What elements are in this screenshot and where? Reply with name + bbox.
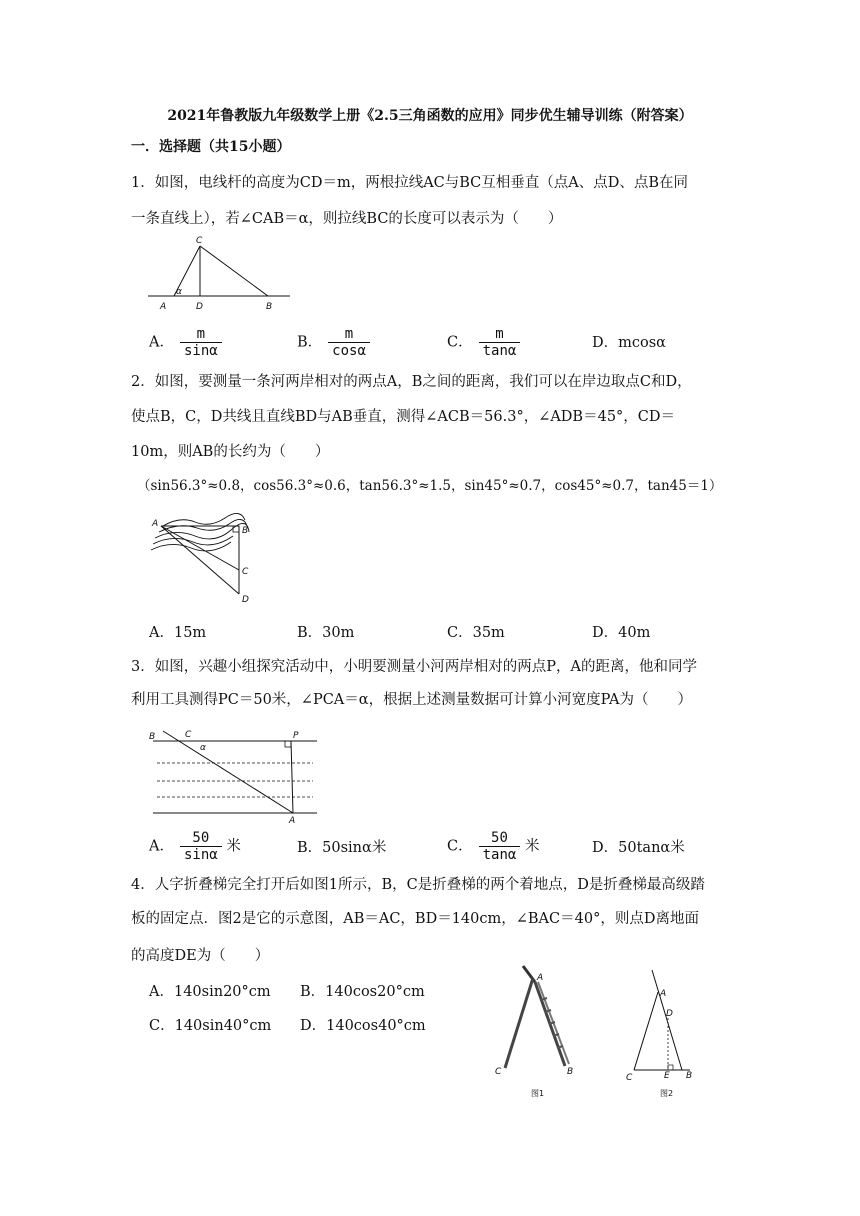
q3-fig-label-alpha: α <box>200 743 206 753</box>
q3-option-a-label: A． <box>149 838 174 855</box>
q1-fig-label-b: B <box>266 302 273 312</box>
q1-fig-label-alpha: α <box>176 287 182 297</box>
q4-fig1-label-c: C <box>495 1067 502 1077</box>
q3-option-a[interactable] <box>149 830 241 863</box>
q2-option-b[interactable]: B．30m <box>297 625 355 641</box>
q2-figure <box>145 508 265 608</box>
q1-line-1: 1．如图，电线杆的高度为CD＝m，两根拉线AC与BC互相垂直（点A、点D、点B在同 <box>131 175 689 191</box>
q4-option-b[interactable]: B．140cos20°cm <box>300 984 425 1000</box>
q2-option-a[interactable]: A．15m <box>149 625 207 641</box>
q2-fig-label-c: C <box>242 567 249 577</box>
q4-fig2-caption: 图2 <box>660 1089 674 1098</box>
q1-option-b-label: B． <box>297 334 323 351</box>
q1-option-c-label: C． <box>447 334 473 351</box>
q3-option-c-fraction <box>479 830 521 863</box>
q3-option-b-text: 50sinα米 <box>322 840 387 856</box>
q1-option-d[interactable] <box>592 331 666 352</box>
q2-line-1: 2．如图，要测量一条河两岸相对的两点A，B之间的距离，我们可以在岸边取点C和D， <box>131 374 692 390</box>
q1-fig-label-c: C <box>196 236 203 246</box>
q2-fig-label-b: B <box>242 526 249 536</box>
q1-fig-label-a: A <box>160 302 167 312</box>
q1-option-c-fraction <box>479 326 521 359</box>
q4-fig1-label-a: A <box>537 973 544 983</box>
q4-fig2-label-c: C <box>626 1073 633 1083</box>
q3-option-c-den: tanα <box>482 847 517 863</box>
q4-fig2-label-b: B <box>686 1071 693 1081</box>
q1-figure <box>140 232 300 314</box>
q3-fig-label-b: B <box>149 732 156 742</box>
q3-option-d[interactable] <box>592 836 685 857</box>
q3-line-2: 利用工具测得PC＝50米，∠PCA＝α，根据上述测量数据可计算小河宽度PA为（ ） <box>131 692 692 708</box>
q4-option-a[interactable]: A．140sin20°cm <box>149 984 271 1000</box>
q4-figure-1 <box>485 960 585 1102</box>
q3-option-a-fraction <box>180 830 222 863</box>
q1-option-b-fraction <box>328 326 370 359</box>
q2-line-3: 10m，则AB的长约为（ ） <box>131 444 330 460</box>
q3-option-c[interactable] <box>447 830 539 863</box>
document-title: 2021年鲁教版九年级数学上册《2.5三角函数的应用》同步优生辅导训练（附答案） <box>167 108 693 124</box>
q4-option-c[interactable]: C．140sin40°cm <box>149 1018 272 1034</box>
q4-line-3: 的高度DE为（ ） <box>131 948 270 964</box>
q3-fig-label-a: A <box>289 816 296 825</box>
q3-option-c-label: C． <box>447 838 473 855</box>
q4-line-1: 4．人字折叠梯完全打开后如图1所示，B，C是折叠梯的两个着地点，D是折叠梯最高级踏 <box>131 877 705 893</box>
q3-option-c-unit: 米 <box>524 838 540 855</box>
q1-fig-label-d: D <box>196 302 203 312</box>
q1-option-b[interactable] <box>297 326 370 359</box>
section-heading: 一．选择题（共15小题） <box>131 139 291 155</box>
q3-option-a-num: 50 <box>180 830 222 847</box>
q1-option-a-num: m <box>180 326 222 343</box>
q2-fig-label-a: A <box>152 519 159 529</box>
q3-fig-label-c: C <box>185 730 192 740</box>
q1-line-2: 一条直线上），若∠CAB＝α，则拉线BC的长度可以表示为（ ） <box>131 211 563 227</box>
q4-fig1-label-b: B <box>567 1067 574 1077</box>
q3-option-c-num: 50 <box>479 830 521 847</box>
q2-line-2: 使点B，C，D共线且直线BD与AB垂直，测得∠ACB＝56.3°，∠ADB＝45°，CD＝ <box>131 409 676 425</box>
q3-fig-label-p: P <box>293 731 299 741</box>
q4-line-2: 板的固定点．图2是它的示意图，AB＝AC，BD＝140cm，∠BAC＝40°，则点D离地面 <box>131 911 699 927</box>
q2-line-4: （sin56.3°≈0.8，cos56.3°≈0.6，tan56.3°≈1.5，sin45°≈0.7，cos45°≈0.7，tan45＝1） <box>137 478 723 494</box>
q1-option-d-text: mcosα <box>618 335 666 351</box>
q1-option-a-fraction <box>180 326 222 359</box>
q1-option-a-label: A． <box>149 334 174 351</box>
q1-option-c-num: m <box>479 326 521 343</box>
q1-option-b-den: cosα <box>332 343 366 359</box>
q1-option-a[interactable] <box>149 326 222 359</box>
q1-option-a-den: sinα <box>183 343 218 359</box>
q2-option-d[interactable]: D．40m <box>592 625 651 641</box>
q3-option-a-den: sinα <box>183 847 218 863</box>
q1-option-d-label: D． <box>592 335 619 351</box>
q3-option-b-label: B． <box>297 840 323 856</box>
q4-fig1-caption: 图1 <box>531 1089 545 1098</box>
q4-fig2-label-d: D <box>666 1009 673 1019</box>
q3-figure <box>145 725 320 825</box>
q1-option-c[interactable] <box>447 326 520 359</box>
q3-option-d-label: D． <box>592 840 619 856</box>
q2-fig-label-d: D <box>242 595 249 605</box>
q4-fig2-label-a: A <box>660 989 667 999</box>
q4-option-d[interactable]: D．140cos40°cm <box>300 1018 426 1034</box>
q4-figure-2 <box>620 966 710 1102</box>
q4-fig2-label-e: E <box>664 1071 670 1081</box>
q3-line-1: 3．如图，兴趣小组探究活动中，小明要测量小河两岸相对的两点P，A的距离，他和同学 <box>131 659 697 675</box>
q2-option-c[interactable]: C．35m <box>447 625 505 641</box>
q3-option-b[interactable] <box>297 836 386 857</box>
q3-option-d-text: 50tanα米 <box>618 840 685 856</box>
q1-option-c-den: tanα <box>482 343 517 359</box>
q1-option-b-num: m <box>328 326 370 343</box>
q3-option-a-unit: 米 <box>226 838 241 855</box>
